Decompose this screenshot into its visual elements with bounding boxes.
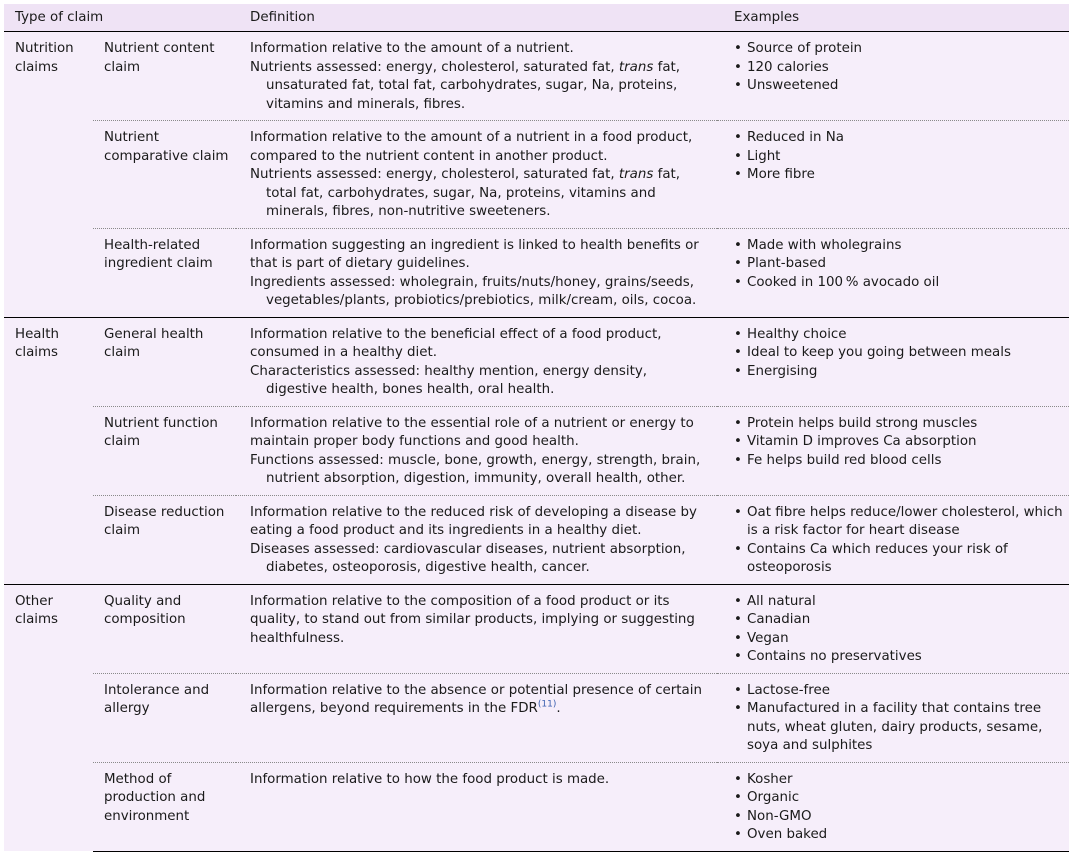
table-row [4,228,1069,317]
claim-examples [717,584,1069,673]
assessed-text: Nutrients assessed: energy, cholesterol, saturated fat, trans fat, unsaturated fat, total fat, carbohydrates, sugar, Na, proteins, vitamins and minerals, fibres. [250,59,681,112]
example-item: • Oat fibre helps reduce/lower cholesterol, which is a risk factor for heart disease [734,504,1063,541]
claim-subtype: Disease reduction claim [93,495,236,584]
claim-subtype: Method of production and environment [93,762,236,851]
claim-definition [236,228,717,317]
claim-examples [717,121,1069,229]
example-item: • Vegan [734,630,1063,649]
claim-subtype: Intolerance and allergy [93,673,236,762]
example-item: • Light [734,148,1063,167]
claim-definition [236,406,717,495]
example-item: • Fe helps build red blood cells [734,452,1063,471]
table-row [4,762,1069,851]
table-row [4,673,1069,762]
example-item: • Reduced in Na [734,129,1063,148]
example-item: • Lactose-free [734,682,1063,701]
claim-definition [236,495,717,584]
example-item: • Oven baked [734,826,1063,845]
claim-examples [717,32,1069,121]
claim-subtype: Health-related ingredient claim [93,228,236,317]
claim-subtype: Nutrient comparative claim [93,121,236,229]
assessed-text: Functions assessed: muscle, bone, growth, energy, strength, brain, nutrient absorption, digestion, immunity, overall health, other. [250,452,701,486]
definition-text: Information relative to the composition of a food product or its quality, to stand out from similar products, implying or suggesting healthfulness. [250,593,695,646]
claims-table [4,4,1069,852]
definition-text: Information relative to how the food product is made. [250,771,610,787]
reference-link[interactable]: (11) [537,699,557,710]
assessed-text: Characteristics assessed: healthy mention, energy density, digestive health, bones health, oral health. [250,363,648,397]
header-row [4,4,1069,32]
definition-text: Information relative to the beneficial effect of a food product, consumed in a healthy diet. [250,326,662,360]
example-item: • Plant-based [734,255,1063,274]
table-row [4,317,1069,406]
claim-examples [717,317,1069,406]
example-item: • Healthy choice [734,326,1063,345]
claim-definition [236,121,717,229]
definition-text: Information relative to the essential role of a nutrient or energy to maintain proper body functions and good health. [250,415,694,449]
table-row [4,32,1069,121]
group-label: Health claims [4,317,93,584]
example-item: • More fibre [734,166,1063,185]
claim-definition [236,673,717,762]
claim-examples [717,406,1069,495]
example-item: • Energising [734,363,1063,382]
claim-subtype: Nutrient function claim [93,406,236,495]
example-item: • Source of protein [734,40,1063,59]
example-item: • Made with wholegrains [734,237,1063,256]
claim-examples [717,762,1069,851]
example-item: • Kosher [734,771,1063,790]
table-row [4,495,1069,584]
claim-examples [717,673,1069,762]
example-item: • Protein helps build strong muscles [734,415,1063,434]
example-item: • Manufactured in a facility that contains tree nuts, wheat gluten, dairy products, sesame, soya and sulphites [734,700,1063,756]
claim-subtype: General health claim [93,317,236,406]
header-examples: Examples [717,4,1069,32]
claim-subtype: Nutrient content claim [93,32,236,121]
example-item: • 120 calories [734,59,1063,78]
claim-definition [236,584,717,673]
example-item: • Non-GMO [734,808,1063,827]
claim-definition [236,317,717,406]
claim-definition [236,762,717,851]
example-item: • Canadian [734,611,1063,630]
definition-text: Information suggesting an ingredient is linked to health benefits or that is part of dietary guidelines. [250,237,699,271]
header-definition: Definition [236,4,717,32]
example-item: • All natural [734,593,1063,612]
example-item: • Organic [734,789,1063,808]
example-item: • Ideal to keep you going between meals [734,344,1063,363]
definition-text: Information relative to the reduced risk of developing a disease by eating a food product and its ingredients in a healthy diet. [250,504,697,538]
example-item: • Contains no preservatives [734,648,1063,667]
assessed-text: Nutrients assessed: energy, cholesterol, saturated fat, trans fat, total fat, carbohydrates, sugar, Na, proteins, vitamins and minerals, fibres, non-nutritive sweeteners. [250,167,681,219]
assessed-text: Diseases assessed: cardiovascular diseases, nutrient absorption, diabetes, osteoporosis, digestive health, cancer. [250,541,686,575]
definition-text: Information relative to the amount of a nutrient in a food product, compared to the nutrient content in another product. [250,130,693,164]
claim-subtype: Quality and composition [93,584,236,673]
claim-examples [717,228,1069,317]
claim-examples [717,495,1069,584]
table-row [4,406,1069,495]
example-item: • Unsweetened [734,77,1063,96]
definition-text: Information relative to the absence or potential presence of certain allergens, beyond requirements in the FDR$^{(11)}$. [250,682,702,716]
example-item: • Contains Ca which reduces your risk of osteoporosis [734,541,1063,578]
group-label: Other claims [4,584,93,851]
table-row [4,121,1069,229]
assessed-text: Ingredients assessed: wholegrain, fruits/nuts/honey, grains/seeds, vegetables/plants, probiotics/prebiotics, milk/cream, oils, cocoa. [250,274,697,308]
example-item: • Vitamin D improves Ca absorption [734,433,1063,452]
definition-text: Information relative to the amount of a nutrient. [250,41,574,56]
table-row [4,584,1069,673]
header-type-of-claim: Type of claim [4,4,236,32]
claim-definition [236,32,717,121]
example-item: • Cooked in 100 % avocado oil [734,274,1063,293]
group-label: Nutrition claims [4,32,93,318]
